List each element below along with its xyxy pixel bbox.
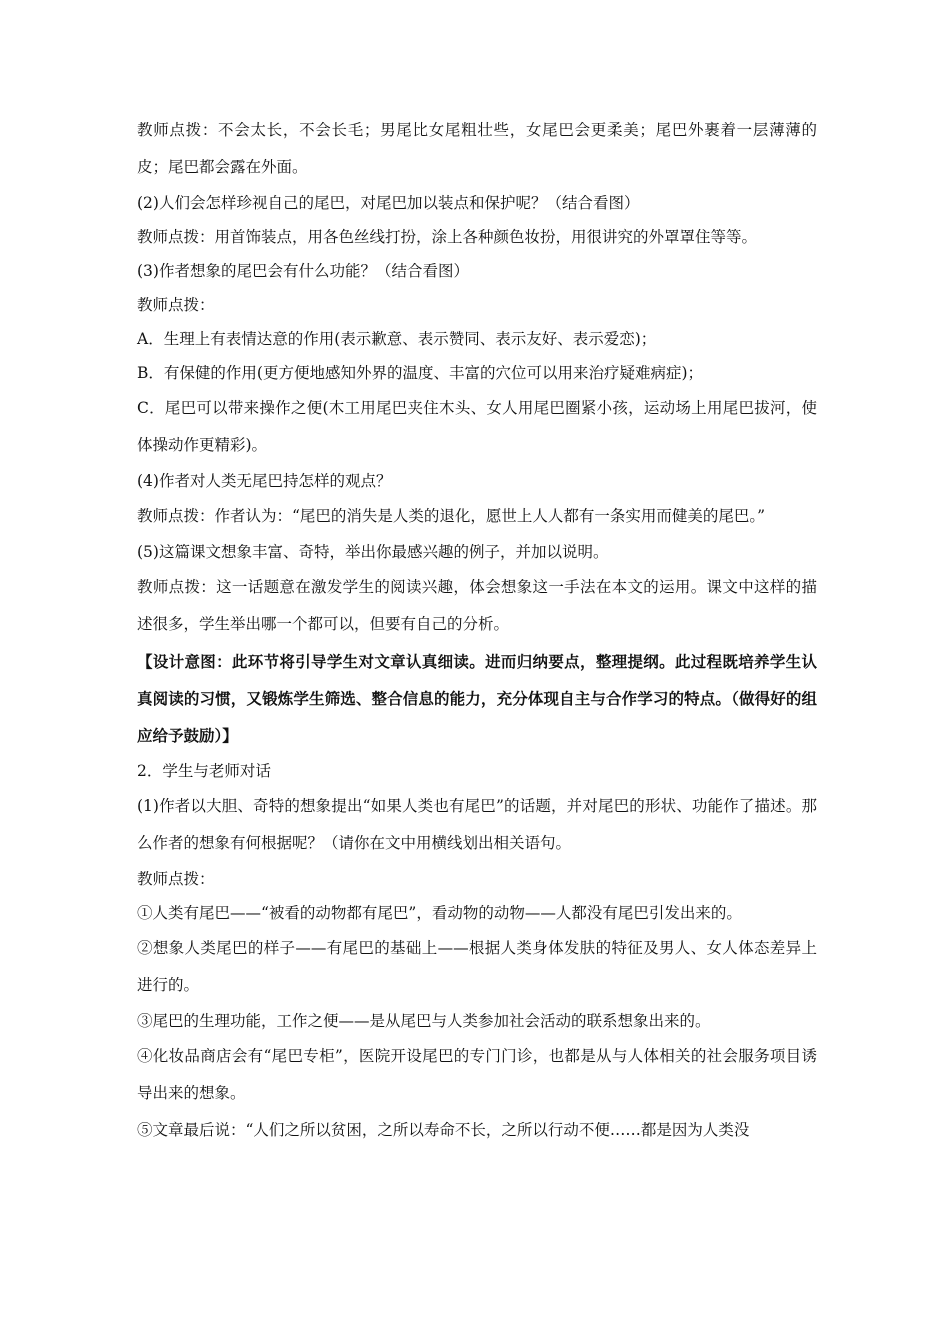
- paragraph: (1)作者以大胆、奇特的想象提出“如果人类也有尾巴”的话题，并对尾巴的形状、功能作了描述。那么作者的想象有何根据呢？（请你在文中用横线划出相关语句。: [137, 797, 817, 852]
- document-body: [137, 112, 817, 1149]
- list-item: ③尾巴的生理功能，工作之便——是从尾巴与人类参加社会活动的联系想象出来的。: [137, 1012, 711, 1030]
- paragraph: 教师点拨：这一话题意在激发学生的阅读兴趣，体会想象这一手法在本文的运用。课文中这样的描述很多，学生举出哪一个都可以，但要有自己的分析。: [137, 578, 817, 633]
- paragraph: C．尾巴可以带来操作之便(木工用尾巴夹住木头、女人用尾巴圈紧小孩，运动场上用尾巴拔河，使体操动作更精彩)。: [137, 399, 817, 454]
- list-item: ②想象人类尾巴的样子——有尾巴的基础上——根据人类身体发肤的特征及男人、女人体态差异上进行的。: [137, 939, 817, 994]
- paragraph: 教师点拨：: [137, 870, 215, 888]
- design-intent-note: 【设计意图：此环节将引导学生对文章认真细读。进而归纳要点，整理提纲。此过程既培养学生认真阅读的习惯，又锻炼学生筛选、整合信息的能力，充分体现自主与合作学习的特点。（做得好的组应给予鼓励）】: [137, 652, 817, 745]
- paragraph: (5)这篇课文想象丰富、奇特，举出你最感兴趣的例子，并加以说明。: [137, 543, 609, 561]
- paragraph: 教师点拨：用首饰装点，用各色丝线打扮，涂上各种颜色妆扮，用很讲究的外罩罩住等等。: [137, 228, 758, 246]
- paragraph: (3)作者想象的尾巴会有什么功能？（结合看图）: [137, 262, 469, 280]
- paragraph: (4)作者对人类无尾巴持怎样的观点？: [137, 472, 392, 490]
- paragraph: B．有保健的作用(更方便地感知外界的温度、丰富的穴位可以用来治疗疑难病症)；: [137, 364, 703, 382]
- list-item: ⑤文章最后说：“人们之所以贫困，之所以寿命不长，之所以行动不便……都是因为人类没: [137, 1121, 750, 1139]
- section-heading: 2．学生与老师对话: [137, 762, 271, 780]
- paragraph: 教师点拨：作者认为：“尾巴的消失是人类的退化，愿世上人人都有一条实用而健美的尾巴。”: [137, 507, 766, 525]
- list-item: ④化妆品商店会有“尾巴专柜”，医院开设尾巴的专门门诊，也都是从与人体相关的社会服务项目诱导出来的想象。: [137, 1047, 817, 1102]
- paragraph: A．生理上有表情达意的作用(表示歉意、表示赞同、表示友好、表示爱恋)；: [137, 330, 657, 348]
- paragraph: 教师点拨：: [137, 296, 215, 314]
- paragraph: 教师点拨：不会太长，不会长毛；男尾比女尾粗壮些，女尾巴会更柔美；尾巴外裹着一层薄薄的皮；尾巴都会露在外面。: [137, 121, 817, 176]
- paragraph: (2)人们会怎样珍视自己的尾巴，对尾巴加以装点和保护呢？（结合看图）: [137, 194, 640, 212]
- list-item: ①人类有尾巴——“被看的动物都有尾巴”，看动物的动物——人都没有尾巴引发出来的。: [137, 904, 742, 922]
